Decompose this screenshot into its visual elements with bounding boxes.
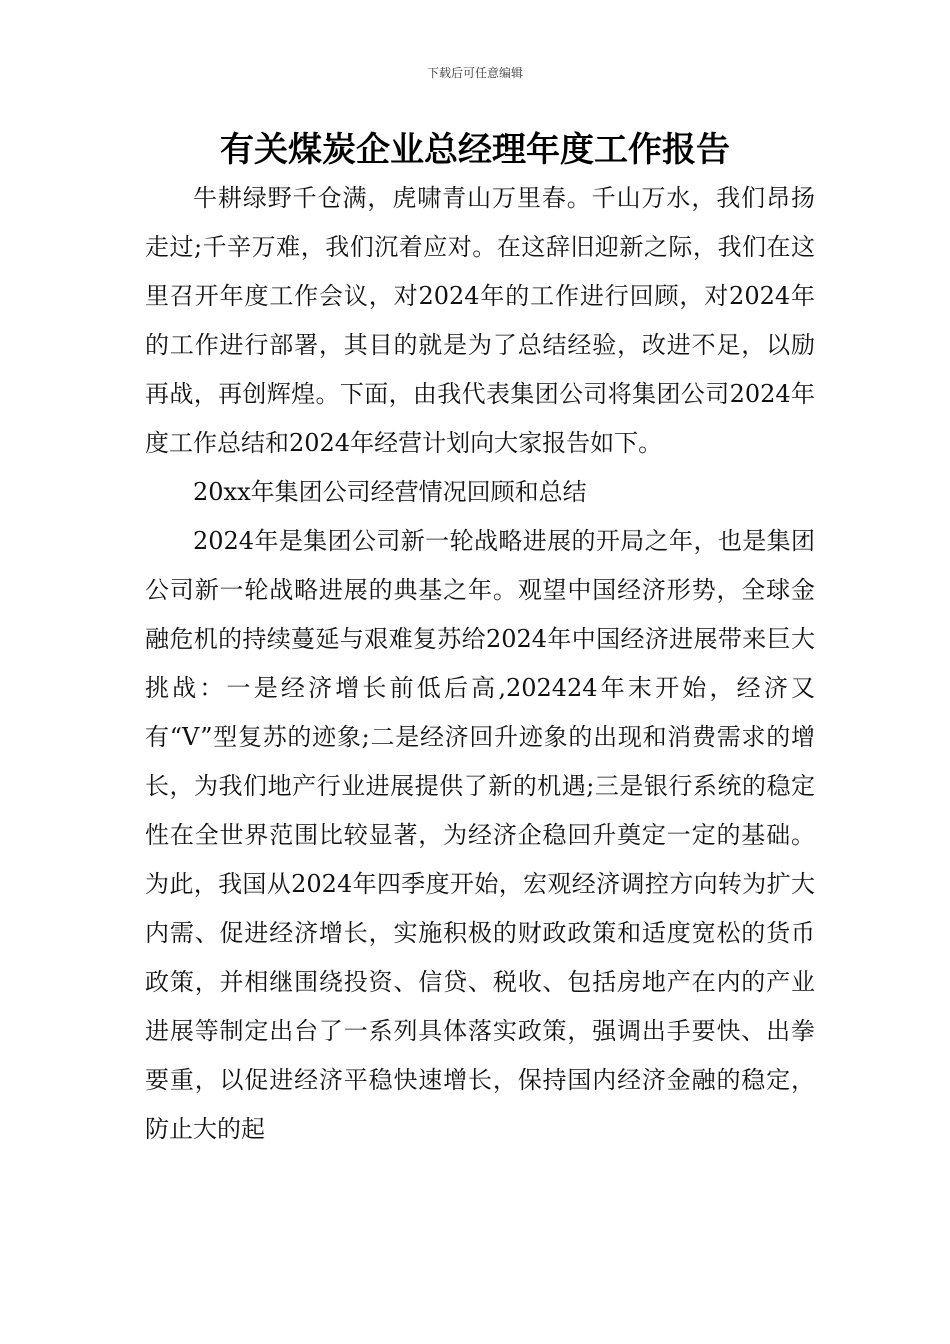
section-heading: 20xx年集团公司经营情况回顾和总结 [193,478,587,506]
section-paragraph: 2024年是集团公司新一轮战略进展的开局之年，也是集团公司新一轮战略进展的典基之年。观望中国经济形势，全球金融危机的持续蔓延与艰难复苏给2024年中国经济进展带来巨大挑战：一是经济增长前低后高,202424年末开始，经济又有“V”型复苏的迹象;二是经济回升迹象的出现和消费需求的增长，为我们地产行业进展提供了新的机遇;三是银行系统的稳定性在全世界范围比较显著，为经济企稳回升奠定一定的基础。为此，我国从2024年四季度开始，宏观经济调控方向转为扩大内需、促进经济增长，实施积极的财政政策和适度宽松的货币政策，并相继围绕投资、信贷、税收、包括房地产在内的产业进展等制定出台了一系列具体落实政策，强调出手要快、出拳要重，以促进经济平稳快速增长，保持国内经济金融的稳定，防止大的起 [145,527,815,1143]
document-title: 有关煤炭企业总经理年度工作报告 [220,130,730,170]
header-note: 下载后可任意编辑 [426,66,523,80]
document-body [145,174,815,1154]
intro-paragraph: 牛耕绿野千仓满，虎啸青山万里春。千山万水，我们昂扬走过;千辛万难，我们沉着应对。在这辞旧迎新之际，我们在这里召开年度工作会议，对2024年的工作进行回顾，对2024年的工作进行部署，其目的就是为了总结经验，改进不足，以励再战，再创辉煌。下面，由我代表集团公司将集团公司2024年度工作总结和2024年经营计划向大家报告如下。 [145,184,815,457]
